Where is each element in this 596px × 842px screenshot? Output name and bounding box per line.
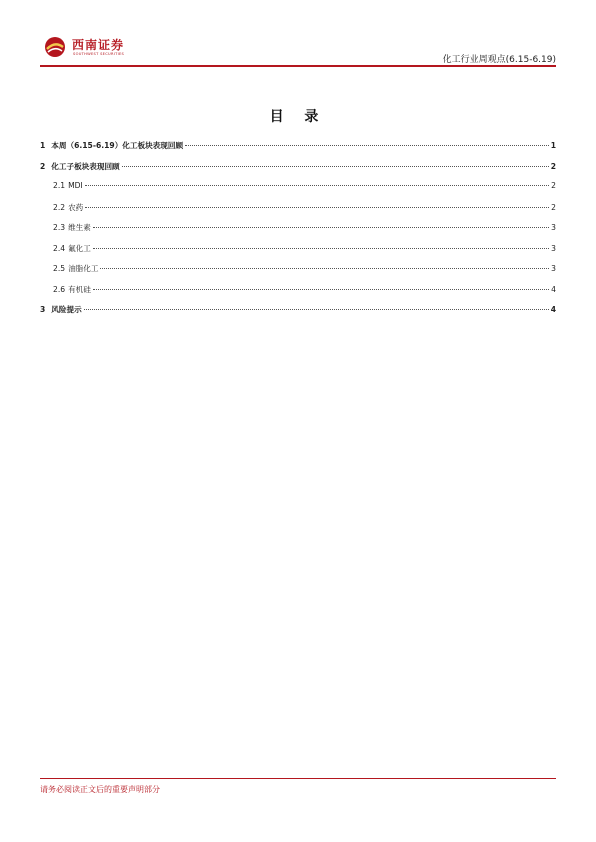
toc-entry-text: 有机硅 <box>68 284 91 294</box>
toc-entry-number: 2.5 <box>53 264 66 273</box>
toc-entry[interactable] <box>40 263 556 284</box>
toc-entry[interactable] <box>40 140 556 161</box>
toc-entry-page: 2 <box>550 161 556 171</box>
footer-divider <box>40 778 556 779</box>
toc-entry-text: 化工子板块表现回顾 <box>51 161 120 171</box>
toc-leader-dots <box>122 166 549 167</box>
toc-entry-number: 2 <box>40 161 46 171</box>
toc-title: 目 录 <box>269 109 327 125</box>
toc-entry-number: 1 <box>40 141 46 150</box>
report-title: 化工行业周观点(6.15-6.19) <box>442 55 556 65</box>
toc-entry-text: 风险提示 <box>51 305 82 314</box>
header-divider <box>40 65 556 67</box>
toc-entry[interactable] <box>40 284 556 305</box>
toc-entry[interactable] <box>40 304 556 325</box>
logo-text-cn: 西南证券 <box>72 38 125 52</box>
toc-entry-text: 油脂化工 <box>68 264 99 273</box>
logo-mark-icon <box>44 36 66 58</box>
toc-leader-dots <box>185 145 549 146</box>
toc-entry[interactable] <box>40 222 556 243</box>
toc-entry-text: 本周（6.15-6.19）化工板块表现回顾 <box>51 141 184 150</box>
toc-entry[interactable] <box>40 243 556 264</box>
toc-leader-dots <box>93 289 549 290</box>
toc-entry-number: 2.4 <box>53 243 66 253</box>
toc-entry-number: 2.6 <box>53 284 66 294</box>
toc-entry-text: 氟化工 <box>68 243 91 253</box>
toc-leader-dots <box>84 309 549 310</box>
toc-entry-page: 3 <box>551 223 556 232</box>
toc-leader-dots <box>85 185 549 186</box>
toc-entry-page: 1 <box>550 141 556 150</box>
toc-entry-text: MDI <box>68 181 83 190</box>
toc-leader-dots <box>93 248 549 249</box>
toc-entry[interactable] <box>40 202 556 223</box>
company-logo <box>44 34 164 62</box>
toc-leader-dots <box>100 268 549 269</box>
logo-text-en: SOUTHWEST SECURITIES <box>73 52 125 56</box>
toc-entry-page: 3 <box>551 264 556 273</box>
toc-entry-page: 3 <box>551 243 556 253</box>
toc-entry-number: 3 <box>40 305 46 314</box>
toc-entry-page: 4 <box>551 284 556 294</box>
table-of-contents <box>40 140 556 325</box>
toc-entry-number: 2.2 <box>53 202 66 212</box>
toc-entry-page: 4 <box>550 305 556 314</box>
footer-disclaimer: 请务必阅读正文后的重要声明部分 <box>40 785 160 794</box>
toc-entry-number: 2.3 <box>53 223 66 232</box>
toc-entry-number: 2.1 <box>53 181 66 190</box>
toc-entry-text: 农药 <box>68 202 84 212</box>
toc-leader-dots <box>85 207 549 208</box>
toc-entry[interactable] <box>40 181 556 202</box>
toc-entry-text: 维生素 <box>68 223 91 232</box>
toc-leader-dots <box>93 227 549 228</box>
page-header <box>40 34 556 66</box>
toc-entry-page: 2 <box>551 181 556 190</box>
toc-entry[interactable] <box>40 161 556 182</box>
toc-entry-page: 2 <box>551 202 556 212</box>
